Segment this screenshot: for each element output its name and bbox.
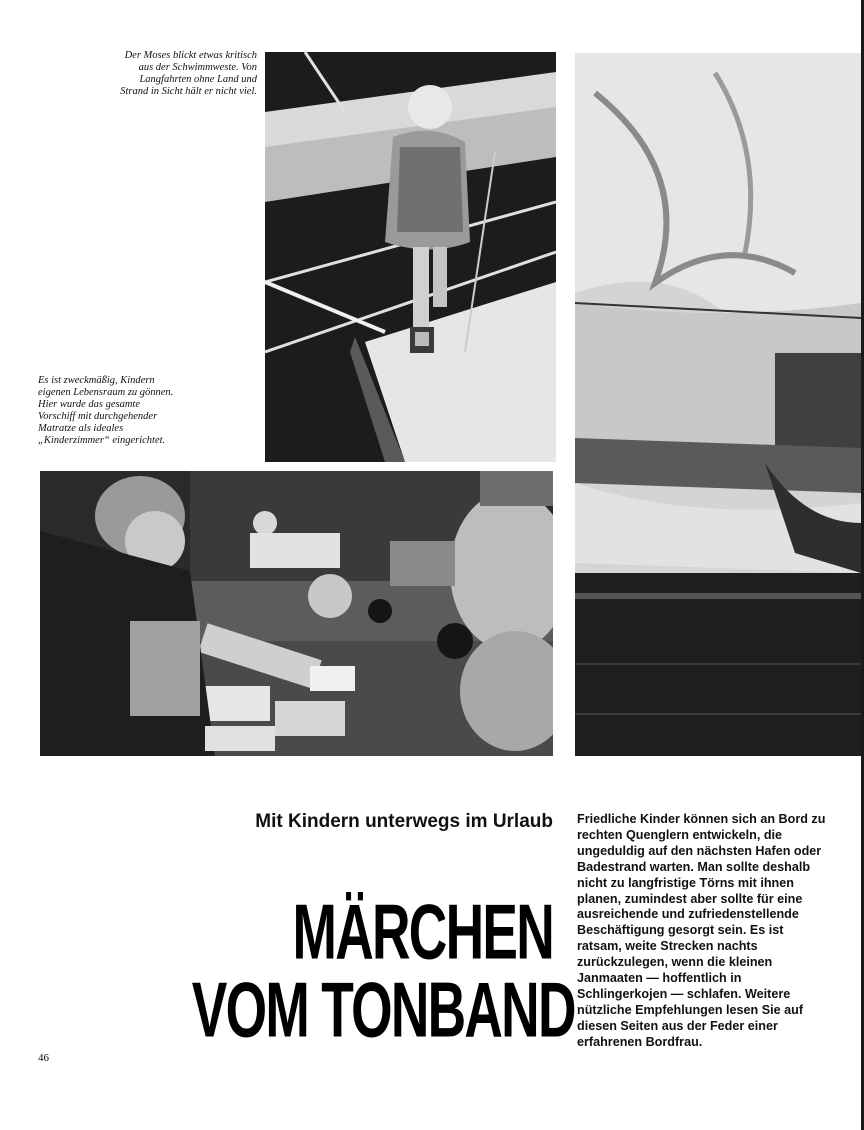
article-intro-text: Friedliche Kinder können sich an Bord zu rechten Quenglern entwickeln, die ungeduldig auf den nächsten Hafen oder Badestrand warten. Man sollte deshalb nicht zu langfristige Törns mit ihnen planen, zumindest aber sollte für eine ausreichende und zufriedenstellende Beschäftigung gesorgt sein. Es ist ratsam, weite Strecken nachts zurückzulegen, wenn die kleinen Janmaaten — hoffentlich in Schlingerkojen — schlafen. Weitere nützliche Empfehlungen lesen Sie auf diesen Seiten aus der Feder einer erfahrenen Bordfrau. [577, 812, 826, 1049]
article-subtitle: Mit Kindern unterwegs im Urlaub [255, 811, 553, 832]
photo-child-on-bow [265, 52, 556, 462]
article-title-line-2: VOM TONBAND [191, 967, 575, 1054]
caption-kinderzimmer: Es ist zweckmäßig, Kindern eigenen Lebensraum zu gönnen. Hier wurde das gesamte Vorschiff mit durchgehender Matratze als ideales „Kinderzimmer“ eingerichtet. [38, 375, 174, 446]
article-title-line-1: MÄRCHEN [292, 889, 553, 976]
photo-sail-closeup [575, 53, 861, 756]
page-number: 46 [38, 1052, 49, 1064]
photo-cabin-playroom [40, 471, 553, 756]
caption-moses: Der Moses blickt etwas kritisch aus der Schwimmweste. Von Langfahrten ohne Land und Strand in Sicht hält er nicht viel. [120, 50, 257, 97]
